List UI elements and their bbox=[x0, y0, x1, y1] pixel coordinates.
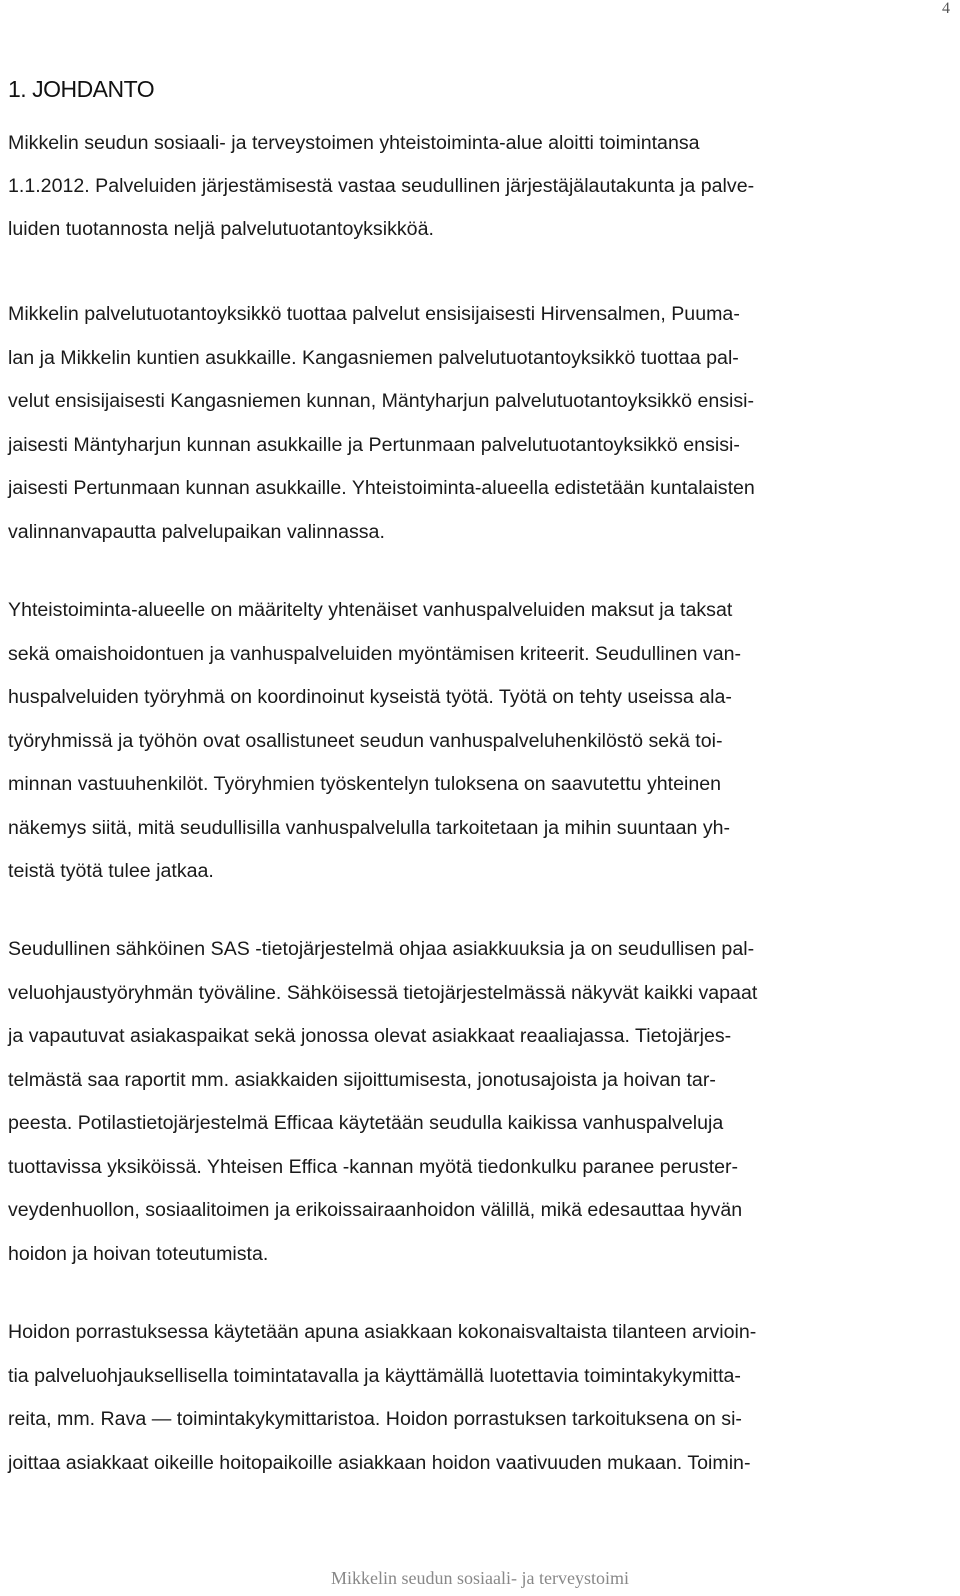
paragraph-sas-system: Seudullinen sähköinen SAS -tietojärjestelmä ohjaa asiakkuuksia ja on seudullisen pal- veluohjaustyöryhmän työväline. Sähköisessä tietojärjestelmässä näkyvät kaikki vapaat ja vapautuvat asiakaspaikat sekä jonossa olevat asiakkaat reaaliajassa. Tietojärjes- telmästä saa raportit mm. asiakkaiden sijoittumisesta, jonotusajoista ja hoivan tar- peesta. Potilastietojärjestelmä Efficaa käytetään seudulla kaikissa vanhuspalveluja tuottavissa yksiköissä. Yhteisen Effica -kannan myötä tiedonkulku paranee peruster- veydenhuollon, sosiaalitoimen ja erikoissairaanhoidon välillä, mikä edesauttaa hyvän hoidon ja hoivan toteutumista. bbox=[8, 938, 758, 1265]
page-footer: Mikkelin seudun sosiaali- ja terveystoimi bbox=[331, 1568, 629, 1588]
section-heading: 1. JOHDANTO bbox=[8, 76, 155, 102]
paragraph-care-levels: Hoidon porrastuksessa käytetään apuna asiakkaan kokonaisvaltaista tilanteen arvioin- tia palveluohjauksellisella toimintatavalla ja käyttämällä luotettavia toimintakykymitta- reita, mm. Rava — toimintakykymittaristoa. Hoidon porrastuksen tarkoituksena on si- joittaa asiakkaat oikeille hoitopaikoille asiakkaan hoidon vaativuuden mukaan. Toimin- bbox=[8, 1321, 757, 1474]
paragraph-intro: Mikkelin seudun sosiaali- ja terveystoimen yhteistoiminta-alue aloitti toimintansa 1.1.2012. Palveluiden järjestämisestä vastaa seudullinen järjestäjälautakunta ja palve- luiden tuotannosta neljä palvelutuotantoyksikköä. bbox=[8, 132, 755, 240]
page-number: 4 bbox=[942, 0, 950, 17]
paragraph-elderly-services: Yhteistoiminta-alueelle on määritelty yhtenäiset vanhuspalveluiden maksut ja taksat sekä omaishoidontuen ja vanhuspalveluiden myöntämisen kriteerit. Seudullinen van- huspalveluiden työryhmä on koordinoinut kyseistä työtä. Työtä on tehty useissa ala- työryhmissä ja työhön ovat osallistuneet seudun vanhuspalveluhenkilöstö sekä toi- minnan vastuuhenkilöt. Työryhmien työskentelyn tuloksena on saavutettu yhteinen näkemys siitä, mitä seudullisilla vanhuspalvelulla tarkoitetaan ja mihin suuntaan yh- teistä työtä tulee jatkaa. bbox=[8, 599, 742, 882]
paragraph-production-units: Mikkelin palvelutuotantoyksikkö tuottaa palvelut ensisijaisesti Hirvensalmen, Puuma- lan ja Mikkelin kuntien asukkaille. Kangasniemen palvelutuotantoyksikkö tuottaa pal- velut ensisijaisesti Kangasniemen kunnan, Mäntyharjun palvelutuotantoyksikkö ensisi- jaisesti Mäntyharjun kunnan asukkaille ja Pertunmaan palvelutuotantoyksikkö ensisi- jaisesti Pertunmaan kunnan asukkaille. Yhteistoiminta-alueella edistetään kuntalaisten valinnanvapautta palvelupaikan valinnassa. bbox=[8, 303, 755, 543]
